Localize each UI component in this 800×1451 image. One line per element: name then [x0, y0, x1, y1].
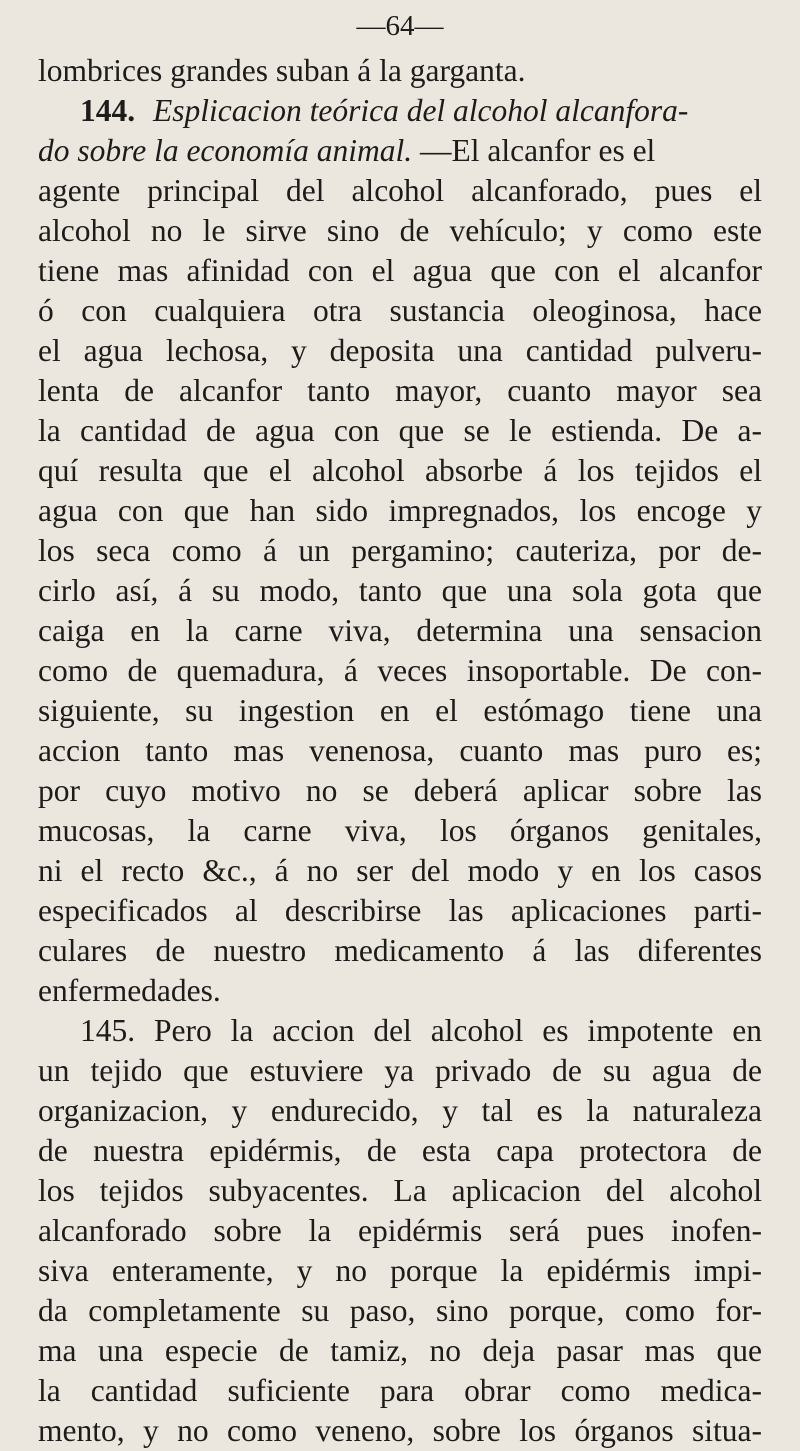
text-line-content: siguiente, su ingestion en el estómago tiene una [38, 693, 762, 728]
text-line [0, 491, 762, 531]
text-line [0, 131, 763, 171]
text-line-content: tiene mas afinidad con el agua que con el alcanfor [38, 253, 762, 288]
text-line [0, 1331, 762, 1371]
text-line [0, 411, 762, 451]
text-line-content: el agua lechosa, y deposita una cantidad pulveru- [38, 333, 762, 368]
text-line-content: mento, y no como veneno, sobre los órganos situa- [38, 1413, 762, 1448]
text-line [0, 291, 762, 331]
text-line-content: 145. Pero la accion del alcohol es impotente en [80, 1013, 762, 1048]
text-line [0, 1371, 762, 1411]
text-line-content: lenta de alcanfor tanto mayor, cuanto mayor sea [38, 373, 762, 408]
text-line [0, 691, 762, 731]
text-line-content: organizacion, y endurecido, y tal es la naturaleza [38, 1093, 762, 1128]
section-number: 144. [80, 93, 136, 128]
text-line [0, 1411, 762, 1451]
text-line-content: por cuyo motivo no se deberá aplicar sobre las [38, 773, 762, 808]
text-line [0, 451, 762, 491]
text-line-content: ma una especie de tamiz, no deja pasar mas que [38, 1333, 762, 1368]
text-line [0, 331, 762, 371]
text-line [0, 1171, 762, 1211]
text-line-content: accion tanto mas venenosa, cuanto mas puro es; [38, 733, 762, 768]
text-line [0, 971, 762, 1011]
text-line [0, 91, 760, 131]
text-line-content: la cantidad de agua con que se le estienda. De a- [38, 413, 762, 448]
text-line [0, 611, 762, 651]
text-line-content: siva enteramente, y no porque la epidérmis impi- [38, 1253, 762, 1288]
text-line-content: un tejido que estuviere ya privado de su agua de [38, 1053, 762, 1088]
text-line-content: —El alcanfor es el [420, 133, 656, 168]
text-line [0, 1051, 762, 1091]
text-line-content: mucosas, la carne viva, los órganos genitales, [38, 813, 762, 848]
text-line [0, 811, 762, 851]
text-line-content: como de quemadura, á veces insoportable. De con- [38, 653, 762, 688]
text-line [0, 1011, 762, 1051]
text-line [0, 371, 762, 411]
text-line-content: da completamente su paso, sino porque, como for- [38, 1293, 762, 1328]
text-line-content: alcohol no le sirve sino de vehículo; y como este [38, 213, 762, 248]
section-title: Esplicacion teórica del alcohol alcanfora- [153, 93, 689, 128]
text-line [0, 531, 762, 571]
text-line [0, 251, 762, 291]
text-line-content: los seca como á un pergamino; cauteriza, por de- [38, 533, 762, 568]
text-line [0, 651, 762, 691]
text-line-content: cirlo así, á su modo, tanto que una sola gota que [38, 573, 762, 608]
text-line [0, 1251, 762, 1291]
page-number: —64— [356, 10, 444, 42]
text-line [0, 731, 762, 771]
text-line [0, 571, 762, 611]
text-line-content: los tejidos subyacentes. La aplicacion del alcohol [38, 1173, 762, 1208]
text-line-content: enfermedades. [38, 973, 221, 1008]
text-line [0, 171, 762, 211]
text-line-content: culares de nuestro medicamento á las diferentes [38, 933, 762, 968]
text-line [0, 1091, 762, 1131]
text-line-content: especificados al describirse las aplicaciones parti- [38, 893, 762, 928]
text-line [0, 891, 762, 931]
text-line [0, 1211, 762, 1251]
text-line-content: de nuestra epidérmis, de esta capa protectora de [38, 1133, 762, 1168]
text-line [0, 211, 762, 251]
text-line [0, 51, 726, 91]
text-line-content: lombrices grandes suban á la garganta. [38, 53, 526, 88]
text-line-content: ni el recto &c., á no ser del modo y en los casos [38, 853, 762, 888]
text-line [0, 1291, 762, 1331]
text-line-content: quí resulta que el alcohol absorbe á los tejidos el [38, 453, 762, 488]
text-line-content: la cantidad suficiente para obrar como medica- [38, 1373, 762, 1408]
text-line-content: agente principal del alcohol alcanforado, pues el [38, 173, 762, 208]
text-line-content: alcanforado sobre la epidérmis será pues inofen- [38, 1213, 762, 1248]
text-line-content: ó con cualquiera otra sustancia oleoginosa, hace [38, 293, 762, 328]
text-line [0, 771, 762, 811]
text-line [0, 851, 762, 891]
text-line [0, 931, 762, 971]
section-title: do sobre la economía animal. [38, 133, 413, 168]
text-line-content: agua con que han sido impregnados, los encoge y [38, 493, 762, 528]
text-line [0, 1131, 762, 1171]
text-line-content: caiga en la carne viva, determina una sensacion [38, 613, 762, 648]
